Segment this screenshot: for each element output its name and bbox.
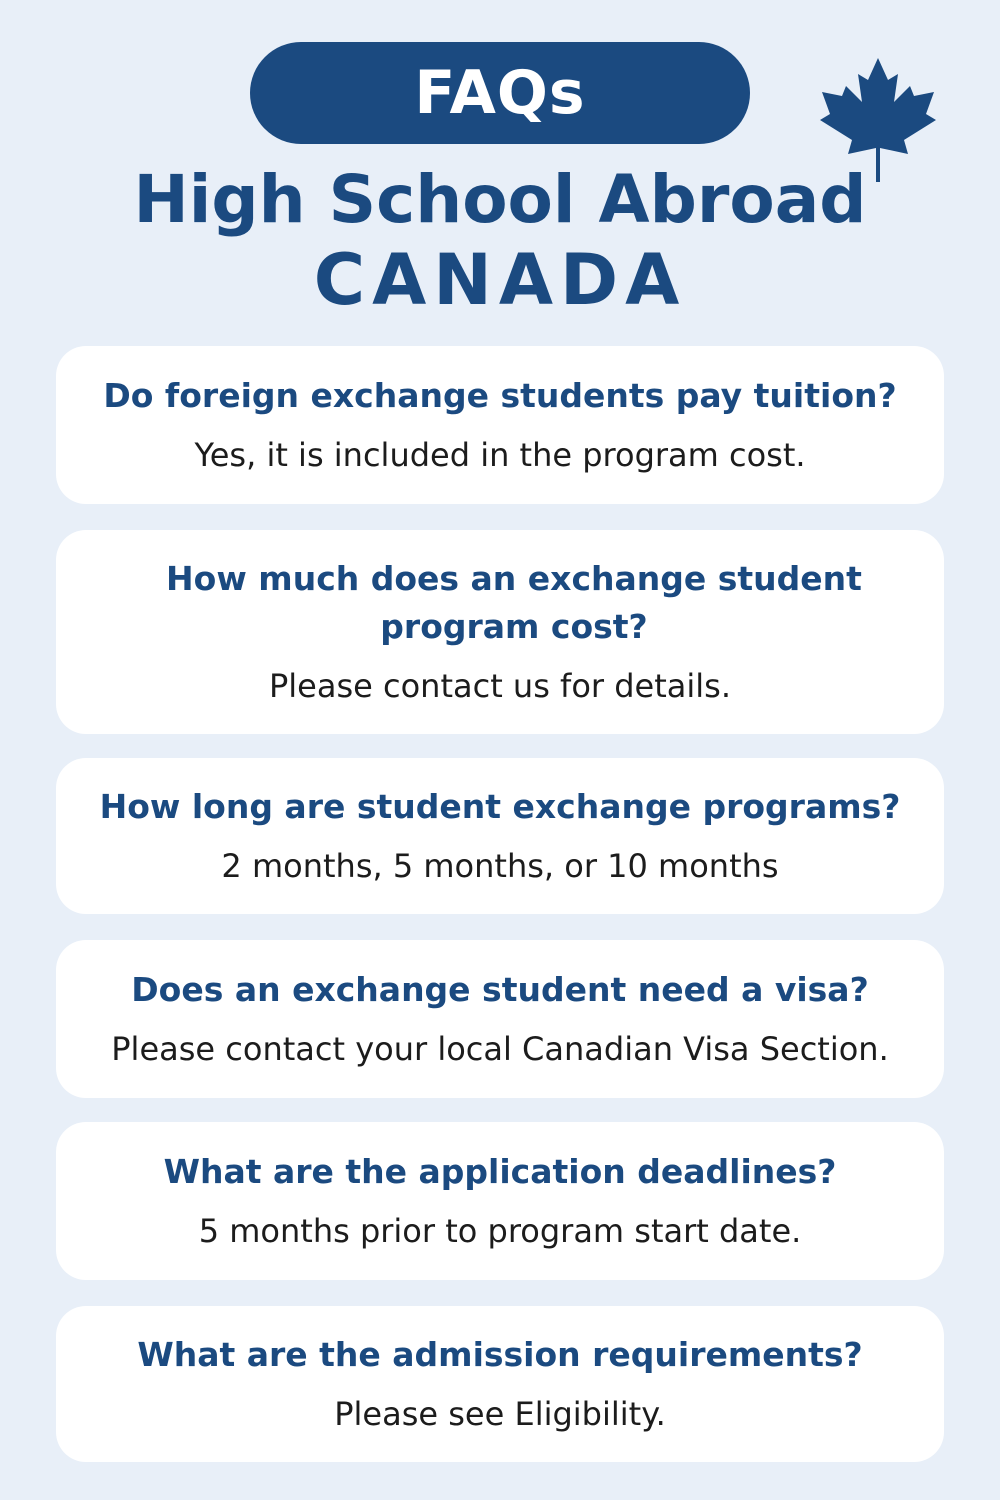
faq-question: Does an exchange student need a visa? <box>131 970 869 1009</box>
faq-question: Do foreign exchange students pay tuition? <box>103 376 897 415</box>
faq-question: What are the application deadlines? <box>163 1152 837 1191</box>
faqs-badge-label: FAQs <box>414 58 586 128</box>
faq-question: How much does an exchange student program cost? <box>166 559 862 646</box>
faq-answer: Yes, it is included in the program cost. <box>194 436 806 474</box>
faq-card <box>56 940 944 1098</box>
faq-question: What are the admission requirements? <box>137 1335 863 1374</box>
faqs-badge <box>250 42 750 144</box>
faq-answer: Please see Eligibility. <box>334 1395 666 1433</box>
faq-answer: 5 months prior to program start date. <box>198 1212 802 1250</box>
faq-card <box>56 758 944 914</box>
faq-card <box>56 1306 944 1462</box>
faq-question: How long are student exchange programs? <box>99 787 901 826</box>
faq-card <box>56 1122 944 1280</box>
page-subtitle-country: CANADA <box>313 239 687 321</box>
page-title: High School Abroad <box>133 161 867 238</box>
faq-answer: Please contact your local Canadian Visa Section. <box>111 1030 889 1068</box>
faq-answer: Please contact us for details. <box>268 667 731 705</box>
faq-answer: 2 months, 5 months, or 10 months <box>221 847 779 885</box>
faq-card <box>56 346 944 504</box>
faq-card <box>56 530 944 734</box>
